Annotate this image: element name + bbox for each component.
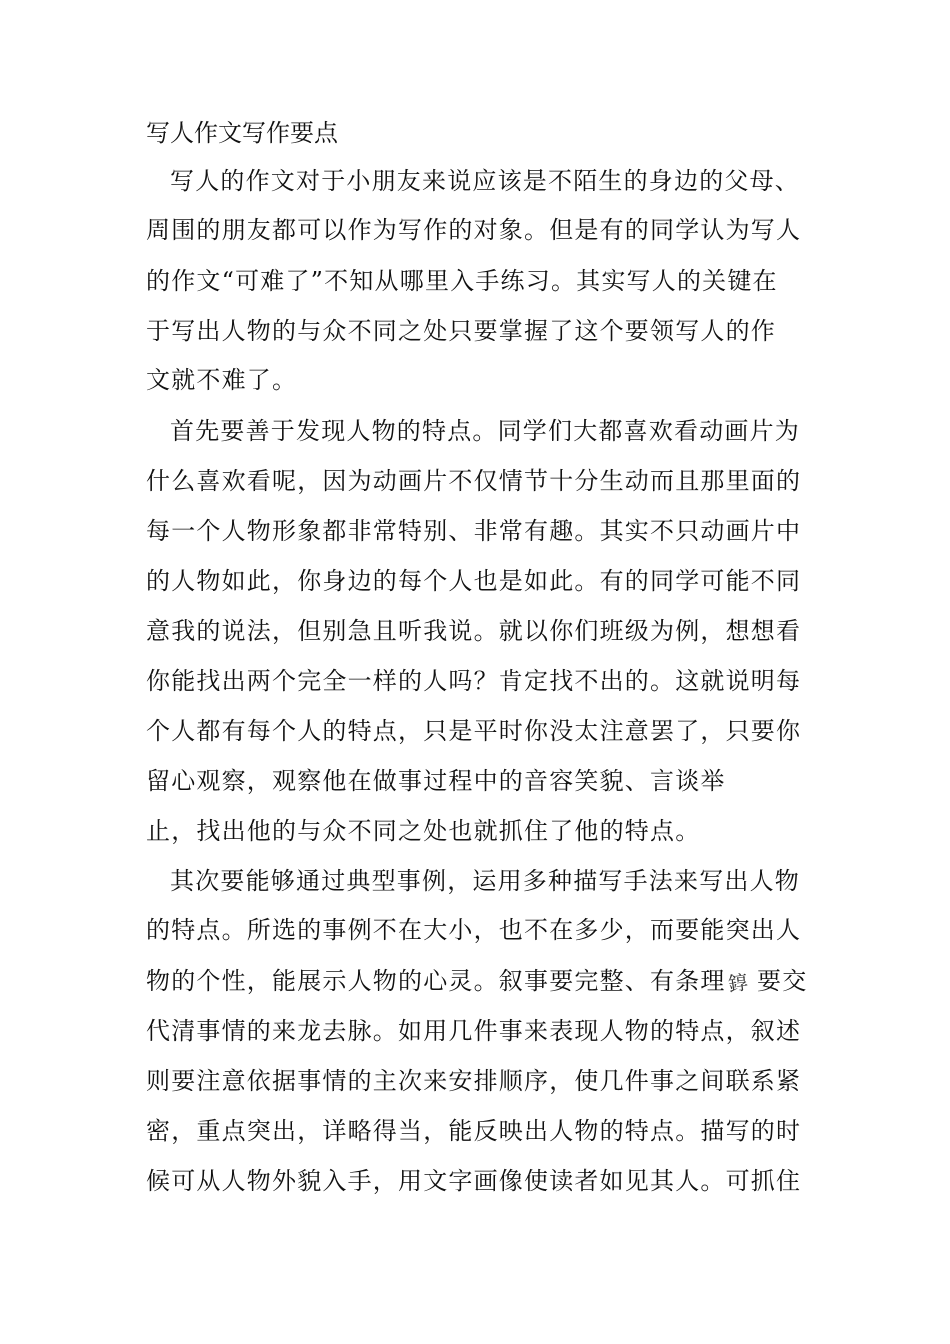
paragraph-2-line-8: 留心观察，观察他在做事过程中的音容笑貌、言谈举 bbox=[146, 767, 726, 795]
paragraph-1-line-2: 周围的朋友都可以作为写作的对象。但是有的同学认为写人 bbox=[146, 216, 802, 244]
paragraph-2-line-9: 止，找出他的与众不同之处也就抓住了他的特点。 bbox=[146, 817, 701, 845]
paragraph-3-line-7: 候可从人物外貌入手，用文字画像使读者如见其人。可抓住 bbox=[146, 1167, 802, 1195]
paragraph-3-line-6: 密，重点突出，详略得当，能反映出人物的特点。描写的时 bbox=[146, 1117, 802, 1145]
paragraph-2-line-3: 每一个人物形象都非常特别、非常有趣。其实不只动画片中 bbox=[146, 517, 802, 545]
paragraph-3-line-3: 物的个性，能展示人物的心灵。叙事要完整、有条理 bbox=[146, 967, 726, 995]
paragraph-3-line-5: 则要注意依据事情的主次来安排顺序，使几件事之间联系紧 bbox=[146, 1067, 802, 1095]
paragraph-1-line-5: 文就不难了。 bbox=[146, 366, 298, 394]
paragraph-2-line-6: 你能找出两个完全一样的人吗？肯定找不出的。这就说明每 bbox=[146, 667, 802, 695]
paragraph-3-line-3-tail: 要交 bbox=[757, 967, 808, 995]
paragraph-1-line-4: 于写出人物的与众不同之处只要掌握了这个要领写人的作 bbox=[146, 317, 776, 345]
paragraph-3-line-2: 的特点。所选的事例不在大小，也不在多少，而要能突出人 bbox=[146, 916, 802, 944]
paragraph-1-line-3: 的作文“可难了”不知从哪里入手练习。其实写人的关键在 bbox=[146, 267, 778, 295]
watermark-glyph: 錞 bbox=[726, 969, 750, 997]
paragraph-3-line-4: 代清事情的来龙去脉。如用几件事来表现人物的特点，叙述 bbox=[146, 1017, 802, 1045]
paragraph-1-line-1: 写人的作文对于小朋友来说应该是不陌生的身边的父母、 bbox=[170, 167, 800, 195]
paragraph-2-line-4: 的人物如此，你身边的每个人也是如此。有的同学可能不同 bbox=[146, 567, 802, 595]
document-title: 写人作文写作要点 bbox=[146, 119, 338, 147]
paragraph-2-line-1: 首先要善于发现人物的特点。同学们大都喜欢看动画片为 bbox=[170, 417, 800, 445]
paragraph-2-line-5: 意我的说法，但别急且听我说。就以你们班级为例，想想看 bbox=[146, 617, 802, 645]
paragraph-3-line-1: 其次要能够通过典型事例，运用多种描写手法来写出人物 bbox=[170, 867, 800, 895]
paragraph-2-line-2: 什么喜欢看呢，因为动画片不仅情节十分生动而且那里面的 bbox=[146, 467, 802, 495]
paragraph-2-line-7: 个人都有每个人的特点，只是平时你没太注意罢了，只要你 bbox=[146, 717, 802, 745]
